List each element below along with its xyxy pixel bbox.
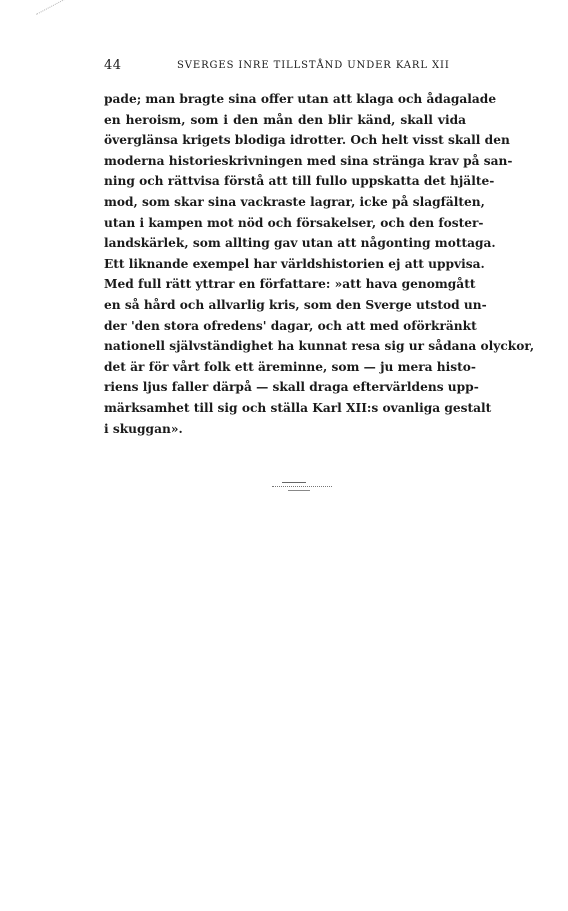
end-ornament: [272, 480, 344, 494]
body-paragraph: [104, 89, 535, 439]
ornament-rule: [288, 490, 310, 491]
text-line: det är för vårt folk ett äreminne, som — ju mera histo-: [104, 359, 476, 374]
text-line: mod, som skar sina vackraste lagrar, icke på slagfälten,: [104, 194, 485, 209]
ornament-rule: [272, 486, 332, 487]
text-line: nationell självständighet ha kunnat resa sig ur sådana olyckor,: [104, 339, 535, 354]
text-line: märksamhet till sig och ställa Karl XII:s ovanliga gestalt: [104, 400, 492, 415]
text-line: ning och rättvisa förstå att till fullo uppskatta det hjälte-: [104, 174, 495, 189]
text-line: en så hård och allvarlig kris, som den Sverge utstod un-: [104, 297, 487, 312]
text-line: Ett liknande exempel har världshistorien ej att uppvisa.: [104, 256, 485, 271]
text-line: Med full rätt yttrar en författare: »att hava genomgått: [104, 277, 476, 292]
page-number: 44: [104, 58, 122, 73]
text-line: moderna historieskrivningen med sina stränga krav på san-: [104, 153, 513, 168]
text-line: överglänsa krigets blodiga idrotter. Och helt visst skall den: [104, 133, 510, 148]
text-line: utan i kampen mot nöd och försakelser, och den foster-: [104, 215, 484, 230]
scan-artifact: [36, 0, 91, 38]
text-line: riens ljus faller därpå — skall draga eftervärldens upp-: [104, 380, 479, 395]
text-line-final: i skuggan».: [104, 421, 183, 436]
text-line: pade; man bragte sina offer utan att klaga och ådagalade: [104, 92, 497, 106]
running-title: SVERGES INRE TILLSTÅND UNDER KARL XII: [177, 60, 450, 71]
running-head: [104, 58, 466, 78]
text-line: en heroism, som i den mån den blir känd, skall vida: [104, 112, 466, 127]
text-line: landskärlek, som allting gav utan att någonting mottaga.: [104, 236, 496, 251]
text-line: der 'den stora ofredens' dagar, och att med oförkränkt: [104, 318, 477, 333]
ornament-rule: [282, 482, 306, 483]
